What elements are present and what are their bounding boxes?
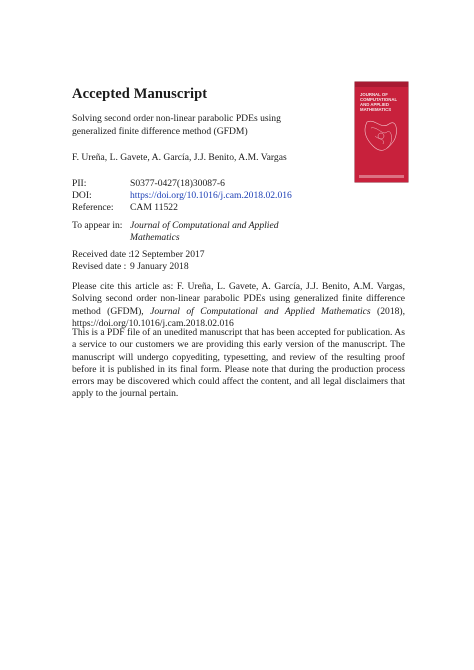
cover-top-band <box>355 82 408 87</box>
appear-journal-line1: Journal of Computational and Applied <box>130 220 279 231</box>
received-value: 12 September 2017 <box>130 249 205 260</box>
appear-journal-line2: Mathematics <box>130 232 180 243</box>
article-authors: F. Ureña, L. Gavete, A. García, J.J. Benito, A.M. Vargas <box>72 152 287 163</box>
pii-value: S0377-0427(18)30087-6 <box>130 178 225 189</box>
citation-suffix: (2018), https://doi.org/10.1016/j.cam.2018.02.016 <box>72 305 406 329</box>
citation-journal: Journal of Computational and Applied Mathematics <box>150 305 371 317</box>
article-title: Solving second order non-linear parabolic PDEs using generalized finite difference method (GFDM) <box>72 113 281 137</box>
received-label: Received date : <box>72 249 132 260</box>
citation-prefix: Please cite this article as: F. Ureña, L. Gavete, A. García, J.J. Benito, A.M. Vargas, Solving second order non-linear parabolic PDEs using generalized finite difference method (GFDM), <box>72 281 405 317</box>
cover-journal-name: JOURNAL OF COMPUTATIONAL AND APPLIED MATHEMATICS <box>360 92 397 112</box>
revised-label: Revised date : <box>72 261 127 272</box>
appear-label: To appear in: <box>72 220 123 231</box>
reference-value: CAM 11522 <box>130 202 178 213</box>
revised-value: 9 January 2018 <box>130 261 189 272</box>
reference-label: Reference: <box>72 202 114 213</box>
manuscript-notice: This is a PDF file of an unedited manuscript that has been accepted for publication. As a service to our customers we are providing this early version of the manuscript. The manuscript will undergo copyediting, typesetting, and review of the resulting proof before it is published in its final form. Please note that during the production process errors may be discovered which could affect the content, and all legal disclaimers that apply to the journal pertain. <box>72 327 405 400</box>
cover-footer-strip <box>359 175 404 178</box>
doi-label: DOI: <box>72 190 92 201</box>
citation-paragraph <box>72 281 405 330</box>
page-heading: Accepted Manuscript <box>72 86 208 102</box>
journal-cover-image <box>355 82 408 182</box>
doi-link[interactable]: https://doi.org/10.1016/j.cam.2018.02.016 <box>130 190 292 201</box>
cover-illustration <box>361 116 403 160</box>
pii-label: PII: <box>72 178 87 189</box>
